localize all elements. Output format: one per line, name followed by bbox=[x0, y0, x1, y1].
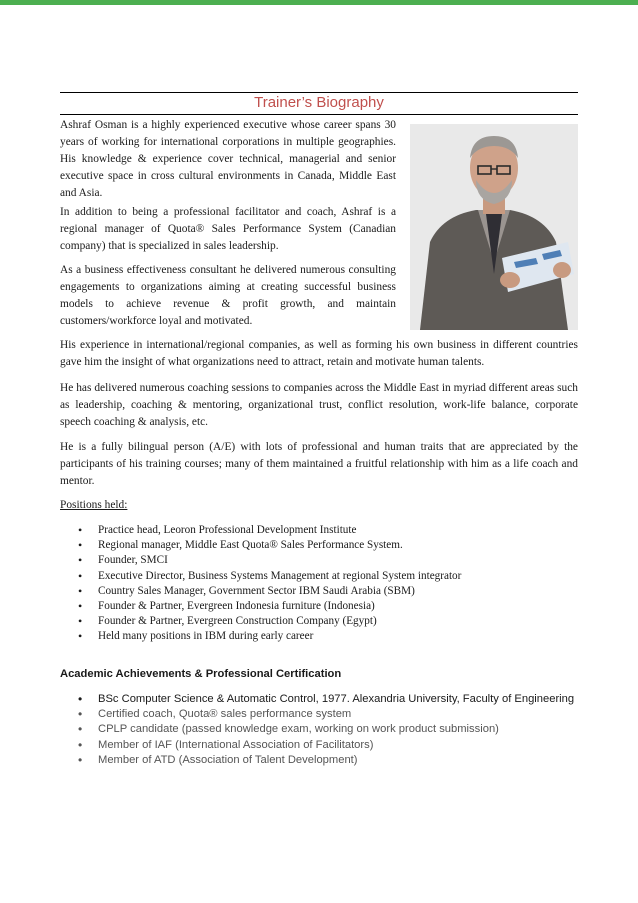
list-item: • Executive Director, Business Systems Management at regional System integrator bbox=[78, 569, 578, 584]
bio-paragraph-2: In addition to being a professional facilitator and coach, Ashraf is a regional manager of Quota® Sales Performance System (Canadian company) that is specialized in sales leadership. bbox=[60, 206, 396, 252]
bio-paragraph-1: Ashraf Osman is a highly experienced executive whose career spans 30 years of working for international corporations in multiple geographies. His knowledge & experience cover technical, managerial and senior executive space in cross cultural environments in Canada, Middle East and Asia. bbox=[60, 119, 396, 199]
top-accent-bar bbox=[0, 0, 638, 5]
positions-list bbox=[78, 523, 578, 645]
trainer-photo bbox=[410, 124, 578, 330]
positions-heading: Positions held: bbox=[60, 499, 128, 511]
bio-paragraph-5: He has delivered numerous coaching sessions to companies across the Middle East in myriad different areas such as leadership, coaching & mentoring, organizational trust, conflict resolution, work-life balance, corporate speech coaching & analysis, etc. bbox=[60, 382, 578, 428]
list-item: • Country Sales Manager, Government Sector IBM Saudi Arabia (SBM) bbox=[78, 584, 578, 599]
academic-list bbox=[78, 692, 578, 768]
list-item: • Founder & Partner, Evergreen Construction Company (Egypt) bbox=[78, 614, 578, 629]
list-item: • Certified coach, Quota® sales performance system bbox=[78, 707, 578, 722]
list-item: • Regional manager, Middle East Quota® Sales Performance System. bbox=[78, 538, 578, 553]
list-item: • Member of IAF (International Association of Facilitators) bbox=[78, 738, 578, 753]
page-title: Trainer’s Biography bbox=[254, 94, 384, 111]
bio-paragraph-3: As a business effectiveness consultant he delivered numerous consulting engagements to organizations aiming at creating successful business models to achieve revenue & profit growth, and maintain customers/workforce loyal and motivated. bbox=[60, 264, 396, 327]
bio-paragraph-4: His experience in international/regional companies, as well as forming his own business in different countries gave him the insight of what organizations need to attract, retain and motivate human talents. bbox=[60, 339, 578, 368]
bio-paragraph-6: He is a fully bilingual person (A/E) with lots of professional and human traits that are appreciated by the participants of his training courses; many of them maintained a fruitful relationship with him as a life coach and mentor. bbox=[60, 441, 578, 487]
academic-heading: Academic Achievements & Professional Certification bbox=[60, 668, 342, 680]
title-rule-bottom bbox=[60, 114, 578, 115]
list-item: • CPLP candidate (passed knowledge exam, working on work product submission) bbox=[78, 722, 578, 737]
list-item: • Held many positions in IBM during early career bbox=[78, 629, 578, 644]
list-item: • Practice head, Leoron Professional Development Institute bbox=[78, 523, 578, 538]
list-item: • Founder, SMCI bbox=[78, 553, 578, 568]
list-item: • BSc Computer Science & Automatic Control, 1977. Alexandria University, Faculty of Engineering bbox=[78, 692, 578, 707]
list-item: • Member of ATD (Association of Talent Development) bbox=[78, 753, 578, 768]
list-item: • Founder & Partner, Evergreen Indonesia furniture (Indonesia) bbox=[78, 599, 578, 614]
